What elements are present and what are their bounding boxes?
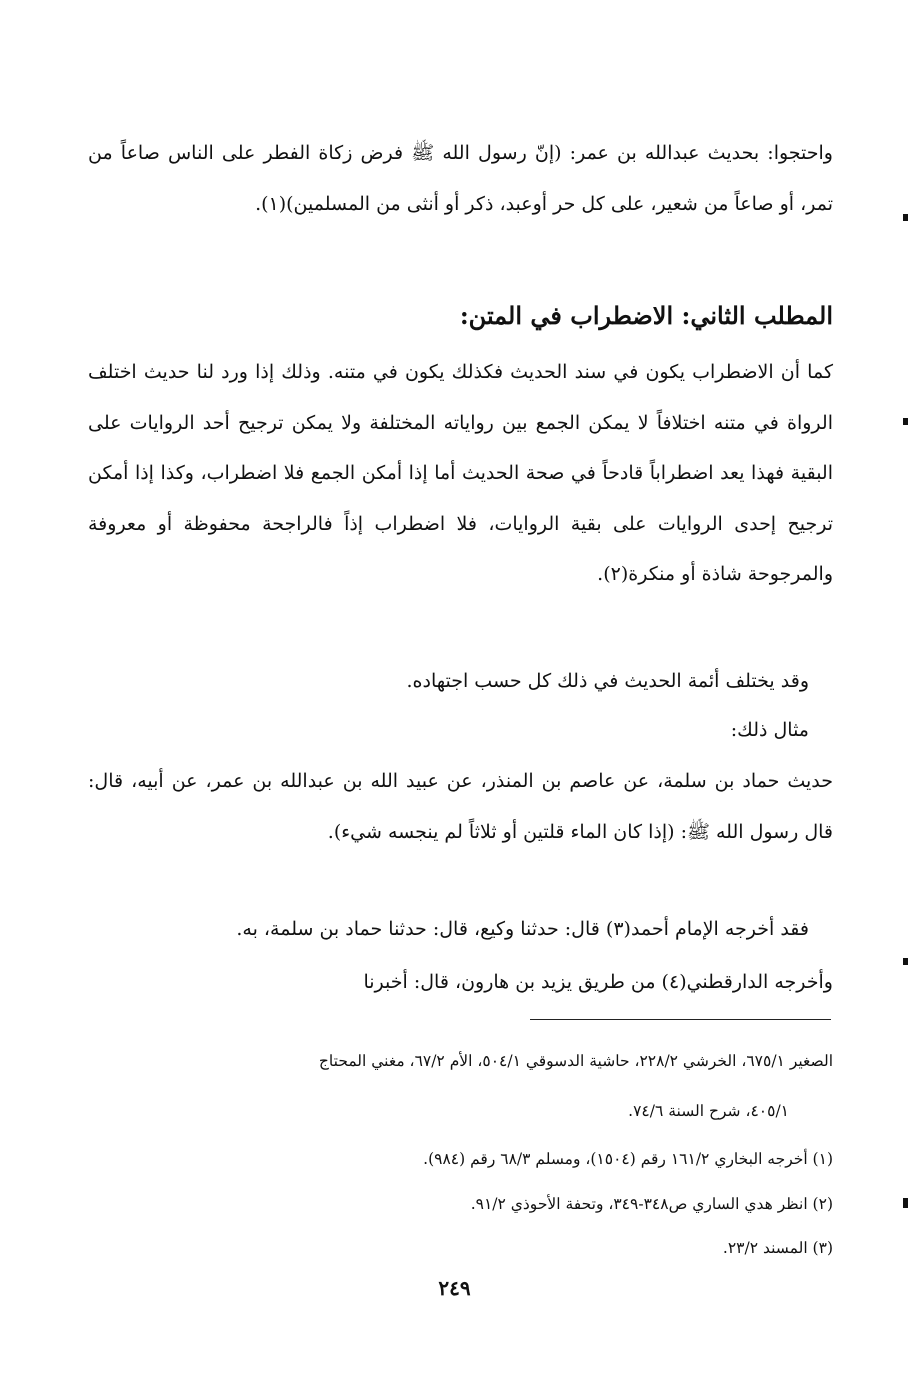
scan-edge-mark (903, 958, 908, 965)
scan-edge-mark (903, 214, 908, 221)
paragraph-ahmad (88, 904, 833, 955)
paragraph-text: فقد أخرجه الإمام أحمد(٣) قال: حدثنا وكيع، قال: حدثنا حماد بن سلمة، به. (236, 918, 809, 940)
example-label (88, 705, 833, 756)
footnote-separator (530, 1019, 831, 1020)
paragraph-text: وأخرجه الدارقطني(٤) من طريق يزيد بن هارون، قال: أخبرنا (363, 971, 833, 993)
footnote-2: (٢) انظر هدي الساري ص٣٤٨-٣٤٩، وتحفة الأحوذي ٩١/٢. (470, 1195, 833, 1213)
footnote-continued-line: الصغير ٦٧٥/١، الخرشي ٢٢٨/٢، حاشية الدسوقي ٥٠٤/١، الأم ٦٧/٢، مغني المحتاج (318, 1052, 833, 1070)
footnote-1: (١) أخرجه البخاري ١٦١/٢ رقم (١٥٠٤)، ومسلم ٦٨/٣ رقم (٩٨٤). (423, 1150, 833, 1168)
example-label-text: مثال ذلك: (730, 719, 809, 741)
footnote-3: (٣) المسند ٢٣/٢. (722, 1239, 833, 1257)
paragraph-text: وقد يختلف أئمة الحديث في ذلك كل حسب اجتهاده. (406, 670, 809, 692)
paragraph-hadith (88, 756, 833, 857)
paragraph-text: حديث حماد بن سلمة، عن عاصم بن المنذر، عن عبيد الله بن عبدالله بن عمر، عن أبيه، قال: قال رسول الله ﷺ: (إذا كان الماء قلتين أو ثلاثاً لم ينجسه شيء). (88, 770, 833, 843)
paragraph-daraqutni (88, 957, 833, 1008)
paragraph-text: كما أن الاضطراب يكون في سند الحديث فكذلك يكون في متنه. وذلك إذا ورد لنا حديث اختلف الرواة في متنه اختلافاً لا يمكن الجمع بين رواياته المختلفة ولا يمكن ترجيح أحد الروايات على البقية فهذا يعد اضطراباً قادحاً في صحة الحديث أما إذا أمكن الجمع فلا اضطراب، وكذا إذا أمكن ترجيح إحدى الروايات على بقية الروايات، فلا اضطراب إذاً فالراجحة محفوظة أو معروفة والمرجوحة شاذة أو منكرة(٢). (88, 361, 833, 585)
paragraph-zakat (88, 128, 833, 229)
paragraph-idtirab (88, 347, 833, 600)
paragraph-text: واحتجوا: بحديث عبدالله بن عمر: (إنّ رسول الله ﷺ فرض زكاة الفطر على الناس صاعاً من تمر، أو صاعاً من شعير، على كل حر أوعبد، ذكر أو أنثى من المسلمين)(١). (88, 142, 833, 215)
scan-edge-mark (903, 418, 908, 425)
scan-edge-mark (903, 1198, 908, 1208)
section-heading-wrap (88, 296, 833, 336)
section-heading: المطلب الثاني: الاضطراب في المتن: (459, 301, 833, 330)
page-number: ٢٤٩ (438, 1276, 471, 1300)
footnote-continued-line: ٤٠٥/١، شرح السنة ٧٤/٦. (628, 1102, 789, 1120)
paragraph-imams (88, 656, 833, 707)
